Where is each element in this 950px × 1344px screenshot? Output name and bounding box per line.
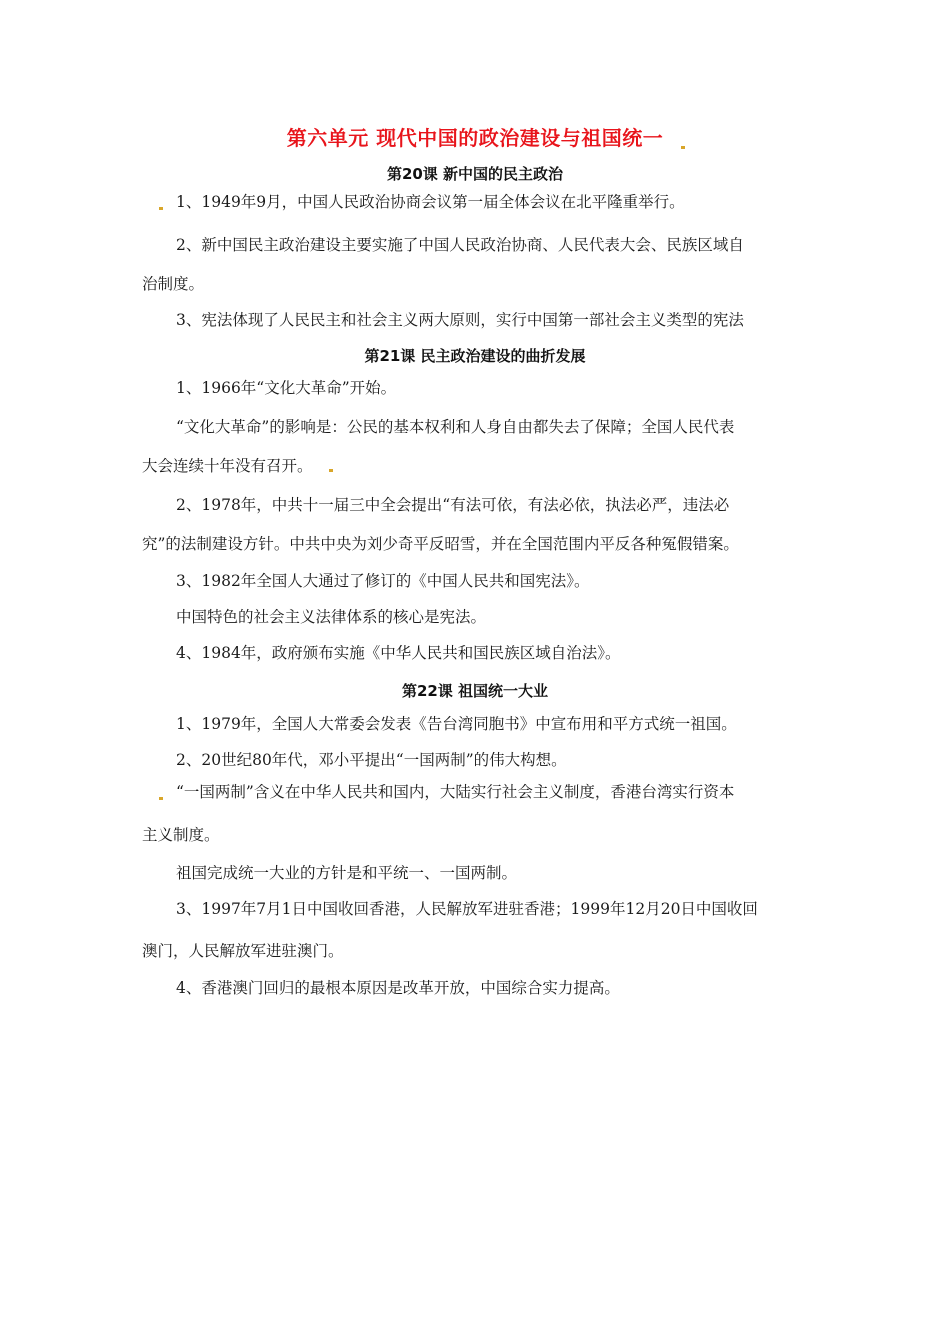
- lesson-22-line-1: 1、1979年，全国人大常委会发表《告台湾同胞书》中宣布用和平方式统一祖国。: [176, 715, 737, 733]
- lesson-22-line-3: “一国两制”含义在中华人民共和国内，大陆实行社会主义制度，香港台湾实行资本: [176, 783, 735, 801]
- lesson-22-line-6: 3、1997年7月1日中国收回香港，人民解放军进驻香港；1999年12月20日中国收回: [176, 900, 758, 918]
- lesson-21-line-4: 2、1978年，中共十一届三中全会提出“有法可依，有法必依，执法必严，违法必: [176, 496, 730, 514]
- lesson-21-line-2: “文化大革命”的影响是：公民的基本权利和人身自由都失去了保障；全国人民代表: [176, 418, 735, 436]
- lesson-22-line-7: 澳门，人民解放军进驻澳门。: [142, 942, 344, 960]
- scan-mark: [159, 797, 163, 800]
- lesson-22-heading: 第22课 祖国统一大业: [401, 682, 549, 700]
- lesson-22-line-4: 主义制度。: [142, 826, 220, 844]
- lesson-21-line-6: 3、1982年全国人大通过了修订的《中国人民共和国宪法》。: [176, 572, 590, 590]
- scan-mark: [681, 146, 685, 149]
- lesson-21-line-3: 大会连续十年没有召开。: [142, 457, 313, 475]
- lesson-21-line-5: 究”的法制建设方针。中共中央为刘少奇平反昭雪，并在全国范围内平反各种冤假错案。: [142, 535, 739, 553]
- lesson-20-line-2: 2、新中国民主政治建设主要实施了中国人民政治协商、人民代表大会、民族区域自: [176, 236, 744, 254]
- lesson-21-line-1: 1、1966年“文化大革命”开始。: [176, 379, 397, 397]
- lesson-22-line-2: 2、20世纪80年代，邓小平提出“一国两制”的伟大构想。: [176, 751, 567, 769]
- lesson-20-line-3: 治制度。: [142, 275, 205, 293]
- scan-mark: [159, 207, 163, 210]
- lesson-21-line-8: 4、1984年，政府颁布实施《中华人民共和国民族区域自治法》。: [176, 644, 621, 662]
- lesson-20-line-1: 1、1949年9月，中国人民政治协商会议第一届全体会议在北平隆重举行。: [176, 193, 685, 211]
- lesson-21-heading: 第21课 民主政治建设的曲折发展: [364, 347, 586, 365]
- lesson-22-line-8: 4、香港澳门回归的最根本原因是改革开放，中国综合实力提高。: [176, 979, 620, 997]
- unit-title: 第六单元 现代中国的政治建设与祖国统一: [286, 126, 664, 150]
- lesson-20-heading: 第20课 新中国的民主政治: [386, 165, 564, 183]
- lesson-21-line-7: 中国特色的社会主义法律体系的核心是宪法。: [176, 608, 487, 626]
- scan-mark: [329, 469, 333, 472]
- lesson-22-line-5: 祖国完成统一大业的方针是和平统一、一国两制。: [176, 864, 518, 882]
- lesson-20-line-4: 3、宪法体现了人民民主和社会主义两大原则，实行中国第一部社会主义类型的宪法: [176, 311, 744, 329]
